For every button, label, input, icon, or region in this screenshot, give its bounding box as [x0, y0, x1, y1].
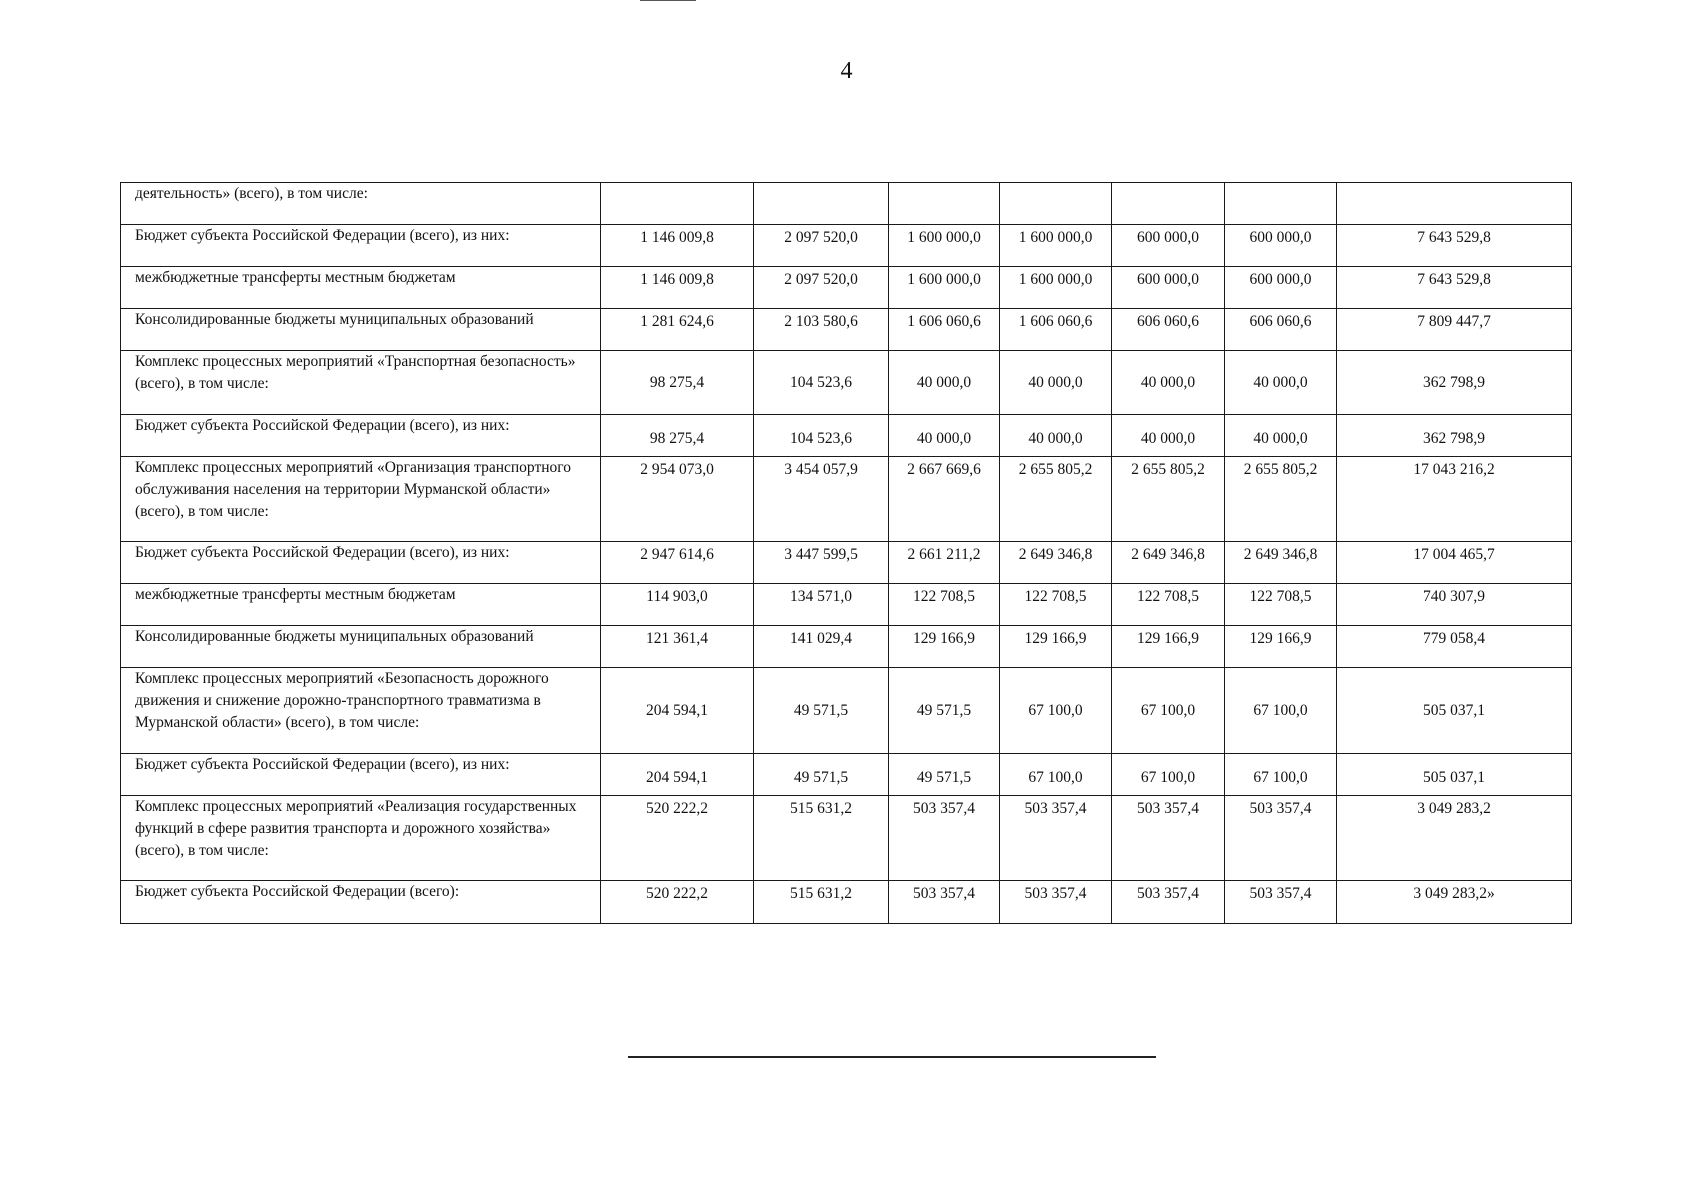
total-cell: 3 049 283,2 — [1337, 796, 1572, 881]
total-cell: 3 049 283,2» — [1337, 881, 1572, 924]
value-cell: 134 571,0 — [754, 584, 889, 626]
value-cell: 606 060,6 — [1225, 309, 1337, 351]
value-cell: 49 571,5 — [889, 754, 1000, 796]
value-cell: 2 655 805,2 — [1112, 457, 1225, 542]
row-label: Бюджет субъекта Российской Федерации (всего), из них: — [121, 542, 601, 584]
value-cell: 1 600 000,0 — [889, 267, 1000, 309]
row-label: деятельность» (всего), в том числе: — [121, 183, 601, 225]
value-cell: 104 523,6 — [754, 415, 889, 457]
value-cell: 2 947 614,6 — [601, 542, 754, 584]
table-row — [121, 754, 1572, 796]
value-cell: 98 275,4 — [601, 415, 754, 457]
table-row — [121, 267, 1572, 309]
value-cell — [1000, 183, 1112, 225]
value-cell: 40 000,0 — [889, 351, 1000, 415]
value-cell: 67 100,0 — [1000, 668, 1112, 754]
row-label: Комплекс процессных мероприятий «Организация транспортного обслуживания населения на территории Мурманской области» (всего), в том числе: — [121, 457, 601, 542]
total-cell: 505 037,1 — [1337, 754, 1572, 796]
value-cell: 1 606 060,6 — [889, 309, 1000, 351]
total-cell: 362 798,9 — [1337, 415, 1572, 457]
value-cell: 503 357,4 — [1000, 796, 1112, 881]
value-cell: 503 357,4 — [1225, 796, 1337, 881]
total-cell: 779 058,4 — [1337, 626, 1572, 668]
value-cell: 40 000,0 — [1112, 351, 1225, 415]
table-row — [121, 309, 1572, 351]
row-label: Бюджет субъекта Российской Федерации (всего): — [121, 881, 601, 924]
value-cell: 3 447 599,5 — [754, 542, 889, 584]
table-row — [121, 183, 1572, 225]
value-cell: 40 000,0 — [1000, 415, 1112, 457]
value-cell: 67 100,0 — [1000, 754, 1112, 796]
value-cell: 1 600 000,0 — [889, 225, 1000, 267]
value-cell: 129 166,9 — [1225, 626, 1337, 668]
value-cell: 129 166,9 — [889, 626, 1000, 668]
table-row — [121, 415, 1572, 457]
row-label: Комплекс процессных мероприятий «Реализация государственных функций в сфере развития транспорта и дорожного хозяйства» (всего), в том числе: — [121, 796, 601, 881]
value-cell — [1225, 183, 1337, 225]
value-cell: 1 606 060,6 — [1000, 309, 1112, 351]
value-cell: 49 571,5 — [754, 754, 889, 796]
value-cell: 40 000,0 — [1112, 415, 1225, 457]
value-cell: 1 146 009,8 — [601, 225, 754, 267]
value-cell: 600 000,0 — [1112, 267, 1225, 309]
value-cell: 2 649 346,8 — [1000, 542, 1112, 584]
top-edge-mark — [640, 0, 696, 1]
total-cell: 7 643 529,8 — [1337, 225, 1572, 267]
value-cell: 129 166,9 — [1112, 626, 1225, 668]
value-cell: 40 000,0 — [1000, 351, 1112, 415]
table-row — [121, 584, 1572, 626]
value-cell: 98 275,4 — [601, 351, 754, 415]
row-label: Консолидированные бюджеты муниципальных образований — [121, 309, 601, 351]
total-cell: 7 809 447,7 — [1337, 309, 1572, 351]
value-cell: 1 600 000,0 — [1000, 267, 1112, 309]
value-cell: 67 100,0 — [1225, 754, 1337, 796]
value-cell: 104 523,6 — [754, 351, 889, 415]
value-cell: 600 000,0 — [1112, 225, 1225, 267]
value-cell: 67 100,0 — [1225, 668, 1337, 754]
value-cell: 2 954 073,0 — [601, 457, 754, 542]
value-cell: 40 000,0 — [889, 415, 1000, 457]
total-cell: 17 043 216,2 — [1337, 457, 1572, 542]
value-cell: 40 000,0 — [1225, 415, 1337, 457]
table-row — [121, 457, 1572, 542]
table-row — [121, 881, 1572, 924]
table-row — [121, 626, 1572, 668]
value-cell: 503 357,4 — [1112, 796, 1225, 881]
value-cell: 2 103 580,6 — [754, 309, 889, 351]
value-cell: 503 357,4 — [889, 796, 1000, 881]
value-cell: 2 649 346,8 — [1112, 542, 1225, 584]
value-cell: 600 000,0 — [1225, 225, 1337, 267]
total-cell — [1337, 183, 1572, 225]
row-label: Бюджет субъекта Российской Федерации (всего), из них: — [121, 754, 601, 796]
value-cell: 122 708,5 — [1000, 584, 1112, 626]
total-cell: 505 037,1 — [1337, 668, 1572, 754]
end-of-document-rule — [628, 1056, 1156, 1058]
value-cell — [754, 183, 889, 225]
value-cell: 1 281 624,6 — [601, 309, 754, 351]
row-label: Комплекс процессных мероприятий «Транспортная безопасность» (всего), в том числе: — [121, 351, 601, 415]
value-cell: 49 571,5 — [889, 668, 1000, 754]
total-cell: 362 798,9 — [1337, 351, 1572, 415]
value-cell: 3 454 057,9 — [754, 457, 889, 542]
table-row — [121, 351, 1572, 415]
value-cell: 503 357,4 — [889, 881, 1000, 924]
row-label: межбюджетные трансферты местным бюджетам — [121, 267, 601, 309]
value-cell: 129 166,9 — [1000, 626, 1112, 668]
value-cell: 2 655 805,2 — [1225, 457, 1337, 542]
value-cell: 114 903,0 — [601, 584, 754, 626]
value-cell: 67 100,0 — [1112, 754, 1225, 796]
value-cell: 503 357,4 — [1000, 881, 1112, 924]
value-cell: 1 146 009,8 — [601, 267, 754, 309]
value-cell: 122 708,5 — [1225, 584, 1337, 626]
value-cell: 40 000,0 — [1225, 351, 1337, 415]
value-cell: 606 060,6 — [1112, 309, 1225, 351]
value-cell: 515 631,2 — [754, 881, 889, 924]
value-cell: 121 361,4 — [601, 626, 754, 668]
value-cell: 122 708,5 — [889, 584, 1000, 626]
value-cell: 2 655 805,2 — [1000, 457, 1112, 542]
value-cell: 1 600 000,0 — [1000, 225, 1112, 267]
value-cell: 2 097 520,0 — [754, 225, 889, 267]
value-cell — [889, 183, 1000, 225]
value-cell: 520 222,2 — [601, 796, 754, 881]
value-cell — [1112, 183, 1225, 225]
total-cell: 7 643 529,8 — [1337, 267, 1572, 309]
table-row — [121, 225, 1572, 267]
table-row — [121, 796, 1572, 881]
value-cell: 2 661 211,2 — [889, 542, 1000, 584]
value-cell: 122 708,5 — [1112, 584, 1225, 626]
value-cell: 503 357,4 — [1112, 881, 1225, 924]
table-row — [121, 542, 1572, 584]
total-cell: 17 004 465,7 — [1337, 542, 1572, 584]
value-cell: 204 594,1 — [601, 668, 754, 754]
value-cell: 520 222,2 — [601, 881, 754, 924]
value-cell: 2 097 520,0 — [754, 267, 889, 309]
value-cell: 67 100,0 — [1112, 668, 1225, 754]
page-number: 4 — [840, 58, 853, 84]
row-label: Комплекс процессных мероприятий «Безопасность дорожного движения и снижение дорожно-транспортного травматизма в Мурманской области» (всего), в том числе: — [121, 668, 601, 754]
value-cell: 600 000,0 — [1225, 267, 1337, 309]
value-cell — [601, 183, 754, 225]
value-cell: 2 667 669,6 — [889, 457, 1000, 542]
row-label: Бюджет субъекта Российской Федерации (всего), из них: — [121, 225, 601, 267]
value-cell: 515 631,2 — [754, 796, 889, 881]
budget-table — [120, 182, 1572, 924]
total-cell: 740 307,9 — [1337, 584, 1572, 626]
row-label: межбюджетные трансферты местным бюджетам — [121, 584, 601, 626]
value-cell: 503 357,4 — [1225, 881, 1337, 924]
value-cell: 141 029,4 — [754, 626, 889, 668]
value-cell: 204 594,1 — [601, 754, 754, 796]
value-cell: 49 571,5 — [754, 668, 889, 754]
row-label: Консолидированные бюджеты муниципальных образований — [121, 626, 601, 668]
table-row — [121, 668, 1572, 754]
value-cell: 2 649 346,8 — [1225, 542, 1337, 584]
row-label: Бюджет субъекта Российской Федерации (всего), из них: — [121, 415, 601, 457]
